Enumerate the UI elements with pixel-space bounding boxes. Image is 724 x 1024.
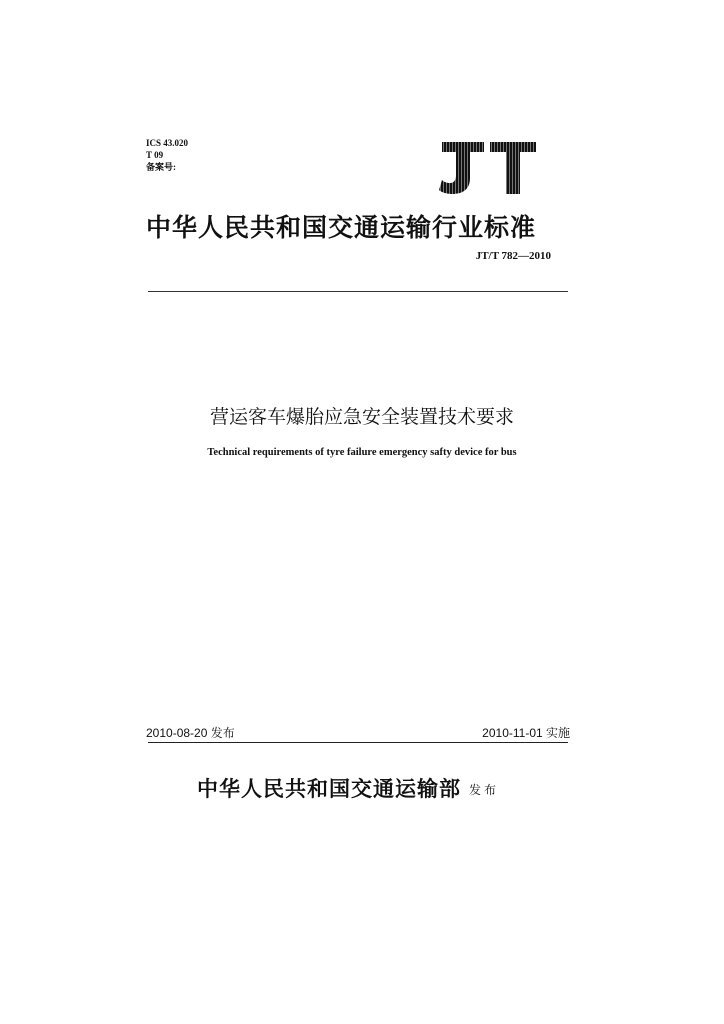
- header-divider: [148, 291, 568, 292]
- standard-number: JT/T 782—2010: [475, 250, 551, 262]
- document-title-chinese: 营运客车爆胎应急安全装置技术要求: [209, 406, 514, 428]
- issuing-standard-type: 中华人民共和国交通运输行业标准: [146, 213, 537, 242]
- record-number-label: 备案号:: [146, 162, 176, 172]
- document-title-english: Technical requirements of tyre failure emergency safty device for bus: [207, 447, 517, 458]
- publisher-name: 中华人民共和国交通运输部: [197, 776, 461, 801]
- publisher-suffix: 发布: [469, 783, 500, 797]
- publisher-line: [197, 773, 499, 803]
- jt-logo: [438, 138, 538, 196]
- issue-date: 2010-08-20 发布: [146, 726, 235, 740]
- ics-code: ICS 43.020: [146, 138, 189, 148]
- footer-divider: [148, 742, 568, 743]
- implementation-date: 2010-11-01 实施: [482, 726, 570, 740]
- category-code: T 09: [146, 150, 164, 160]
- classification-block: [146, 137, 188, 173]
